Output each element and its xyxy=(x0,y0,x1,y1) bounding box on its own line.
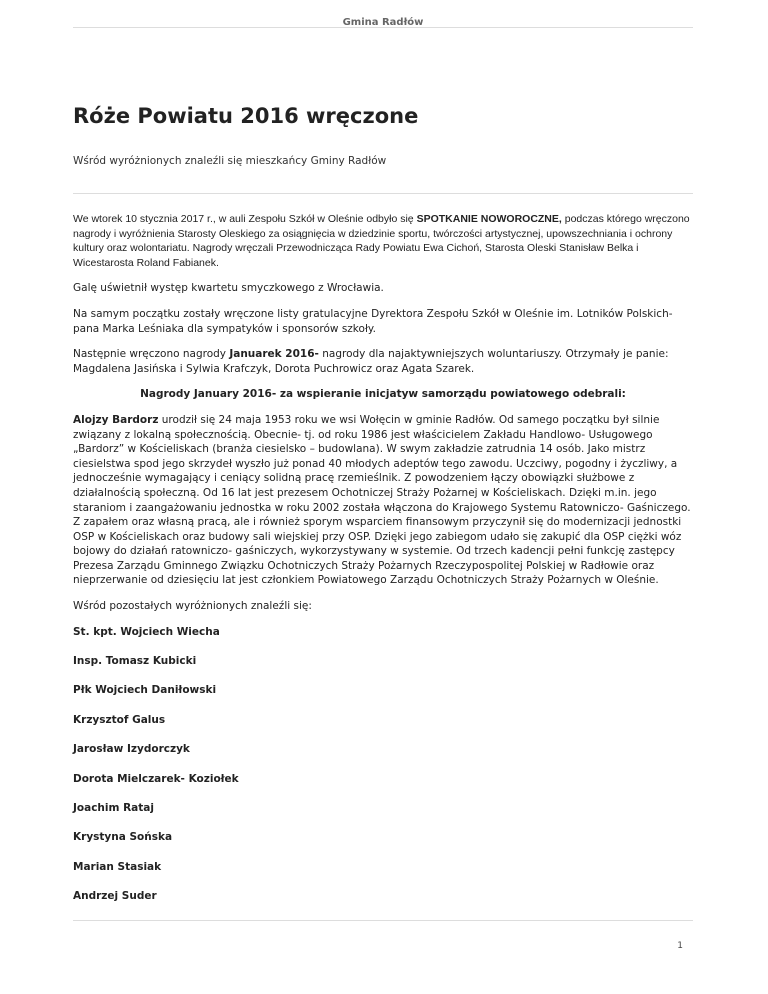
awardee-name: Płk Wojciech Daniłowski xyxy=(73,684,217,697)
divider xyxy=(73,193,693,194)
footer-divider xyxy=(73,920,693,921)
paragraph-gala: Galę uświetnił występ kwartetu smyczkowego z Wrocławia. xyxy=(73,282,384,295)
awardee-name: Marian Stasiak xyxy=(73,860,162,873)
paragraph-others: Wśród pozostałych wyróżnionych znaleźli się: xyxy=(73,600,312,613)
awardee-name: Krystyna Sońska xyxy=(73,831,173,844)
site-name-header: Gmina Radłów xyxy=(73,0,693,28)
article-title: Róże Powiatu 2016 wręczone xyxy=(73,104,419,128)
paragraph-bardorz: Alojzy Bardorz urodził się 24 maja 1953 roku we wsi Wołęcin w gminie Radłów. Od samego początku był silnie związany z lokalną społecznością. Obecnie- tj. od roku 1986 jest właścicielem Zakładu Handlowo- Usługowego „Bardorz” w Kościeliskach (branża ciesielsko – budowlana). W swym zakładzie zatrudnia 14 osób. Jako mistrz ciesielstwa spod jego skrzydeł wyszło już ponad 40 młodych adeptów tego zawodu. Uczciwy, pogodny i życzliwy, a jednocześnie wymagający i ceniący solidną pracę rzemieślnik. Z powodzeniem łączy obowiązki służbowe z działalnością społeczną. Od 16 lat jest prezesem Ochotniczej Straży Pożarnej w Kościeliskach. Dzięki m.in. jego staraniom i zaangażowaniu jednostka w roku 2002 została włączona do Krajowego Systemu Ratowniczo- Gaśniczego. Z zapałem oraz własną pracą, ale i również sporym wsparciem finansowym przyczynił się do modernizacji jednostki OSP w Kościeliskach oraz budowy sali wiejskiej przy OSP. Dzięki jego zabiegom udało się zakupić dla OSP ciężki wóz bojowy do działań ratowniczo- gaśniczych, wykorzystywany w systemie. Od trzech kadencji pełni funkcję zastępcy Prezesa Zarządu Gminnego Związku Ochotniczych Straży Pożarnych Rzeczypospolitej Polskiej w Radłowie oraz nieprzerwanie od dziesięciu lat jest członkiem Powiatowego Zarządu Ochotniczych Straży Pożarnych w Oleśnie. xyxy=(73,413,691,587)
awardee-name: Joachim Rataj xyxy=(73,802,154,814)
awardee-name: Jarosław Izydorczyk xyxy=(73,743,190,756)
awardee-name: St. kpt. Wojciech Wiecha xyxy=(73,625,220,638)
paragraph-januarek: Następnie wręczono nagrody Januarek 2016- nagrody dla najaktywniejszych woluntariuszy. Otrzymały je panie: Magdalena Jasińska i Sylwia Krafczyk, Dorota Puchrowicz oraz Agata Szarek. xyxy=(73,348,669,375)
paragraph-intro: We wtorek 10 stycznia 2017 r., w auli Zespołu Szkół w Oleśnie odbyło się SPOTKANIE NOWOROCZNE, podczas którego wręczono nagrody i wyróżnienia Starosty Oleskiego za osiągnięcia w dziedzinie sportu, twórczości artystycznej, upowszechniania i ochrony kultury oraz wolontariatu. Nagrody wręczali Przewodnicząca Rady Powiatu Ewa Cichoń, Starosta Oleski Stanisław Belka i Wicestarosta Roland Fabianek. xyxy=(73,213,690,269)
paragraph-january-heading: Nagrody January 2016- za wspieranie inicjatyw samorządu powiatowego odebrali: xyxy=(140,388,626,401)
document-page xyxy=(73,0,693,994)
awardee-name: Krzysztof Galus xyxy=(73,713,166,726)
awardee-name: Dorota Mielczarek- Koziołek xyxy=(73,772,239,785)
paragraph-letters: Na samym początku zostały wręczone listy gratulacyjne Dyrektora Zespołu Szkół w Oleśnie im. Lotników Polskich- pana Marka Leśniaka dla sympatyków i sponsorów szkoły. xyxy=(73,307,673,335)
awardee-list xyxy=(73,625,693,904)
page-number: 1 xyxy=(677,941,683,951)
article-body xyxy=(73,212,693,904)
awardee-name: Andrzej Suder xyxy=(73,890,157,903)
awardee-name: Insp. Tomasz Kubicki xyxy=(73,655,197,668)
article-subtitle: Wśród wyróżnionych znaleźli się mieszkańcy Gminy Radłów xyxy=(73,155,387,167)
